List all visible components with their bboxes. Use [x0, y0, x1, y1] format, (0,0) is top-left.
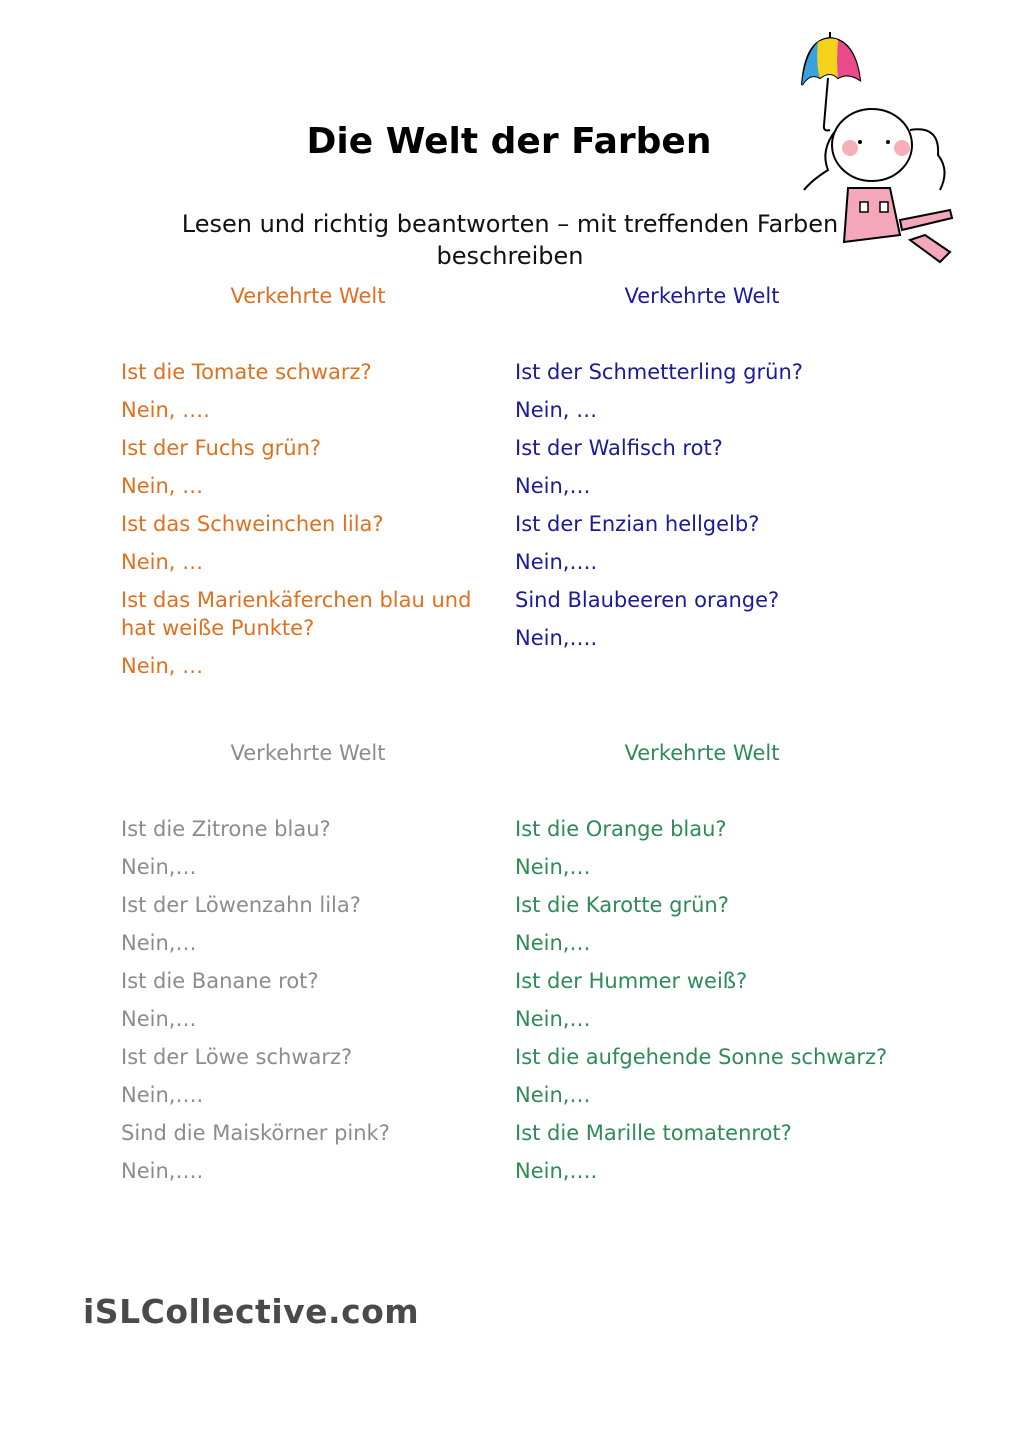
girl-with-umbrella-icon [790, 30, 970, 270]
question: Ist der Walfisch rot? [515, 436, 723, 460]
question: Ist der Löwe schwarz? [121, 1045, 353, 1069]
answer-prompt: Nein, … [121, 474, 204, 498]
question-list [121, 815, 501, 1195]
question: Ist die aufgehende Sonne schwarz? [515, 1045, 888, 1069]
question: Ist der Hummer weiß? [515, 969, 748, 993]
answer-prompt: Nein,… [121, 855, 197, 879]
answer-prompt: Nein,… [515, 855, 591, 879]
question: Ist der Enzian hellgelb? [515, 512, 760, 536]
question: Ist die Orange blau? [515, 817, 727, 841]
question: Sind die Maiskörner pink? [121, 1121, 390, 1145]
question-list [515, 815, 895, 1195]
question: Ist das Marienkäferchen blau und hat weiße Punkte? [121, 588, 472, 640]
answer-prompt: Nein,… [515, 1007, 591, 1031]
answer-prompt: Nein, …. [121, 398, 210, 422]
answer-prompt: Nein,… [121, 1007, 197, 1031]
answer-prompt: Nein,… [515, 1083, 591, 1107]
question: Ist die Karotte grün? [515, 893, 729, 917]
answer-prompt: Nein, … [121, 550, 204, 574]
question-list [121, 358, 501, 690]
answer-prompt: Nein,… [121, 931, 197, 955]
watermark: iSLCollective.com [83, 1292, 420, 1331]
section-heading: Verkehrte Welt [230, 741, 386, 765]
subtitle: Lesen und richtig beantworten – mit treffenden Farben beschreiben [181, 210, 839, 270]
question: Ist die Marille tomatenrot? [515, 1121, 792, 1145]
question-list [515, 358, 895, 662]
question: Ist der Fuchs grün? [121, 436, 322, 460]
section-heading: Verkehrte Welt [624, 741, 780, 765]
answer-prompt: Nein,… [515, 474, 591, 498]
question: Sind Blaubeeren orange? [515, 588, 780, 612]
answer-prompt: Nein, … [515, 398, 598, 422]
answer-prompt: Nein,…. [515, 1159, 598, 1183]
question: Ist die Tomate schwarz? [121, 360, 372, 384]
section-heading: Verkehrte Welt [624, 284, 780, 308]
answer-prompt: Nein,…. [121, 1159, 204, 1183]
answer-prompt: Nein,…. [515, 550, 598, 574]
question: Ist die Banane rot? [121, 969, 319, 993]
question: Ist der Schmetterling grün? [515, 360, 803, 384]
page-title: Die Welt der Farben [306, 121, 712, 162]
question: Ist der Löwenzahn lila? [121, 893, 361, 917]
section-heading: Verkehrte Welt [230, 284, 386, 308]
answer-prompt: Nein,…. [515, 626, 598, 650]
answer-prompt: Nein,… [515, 931, 591, 955]
question: Ist die Zitrone blau? [121, 817, 331, 841]
answer-prompt: Nein,…. [121, 1083, 204, 1107]
question: Ist das Schweinchen lila? [121, 512, 384, 536]
answer-prompt: Nein, … [121, 654, 204, 678]
